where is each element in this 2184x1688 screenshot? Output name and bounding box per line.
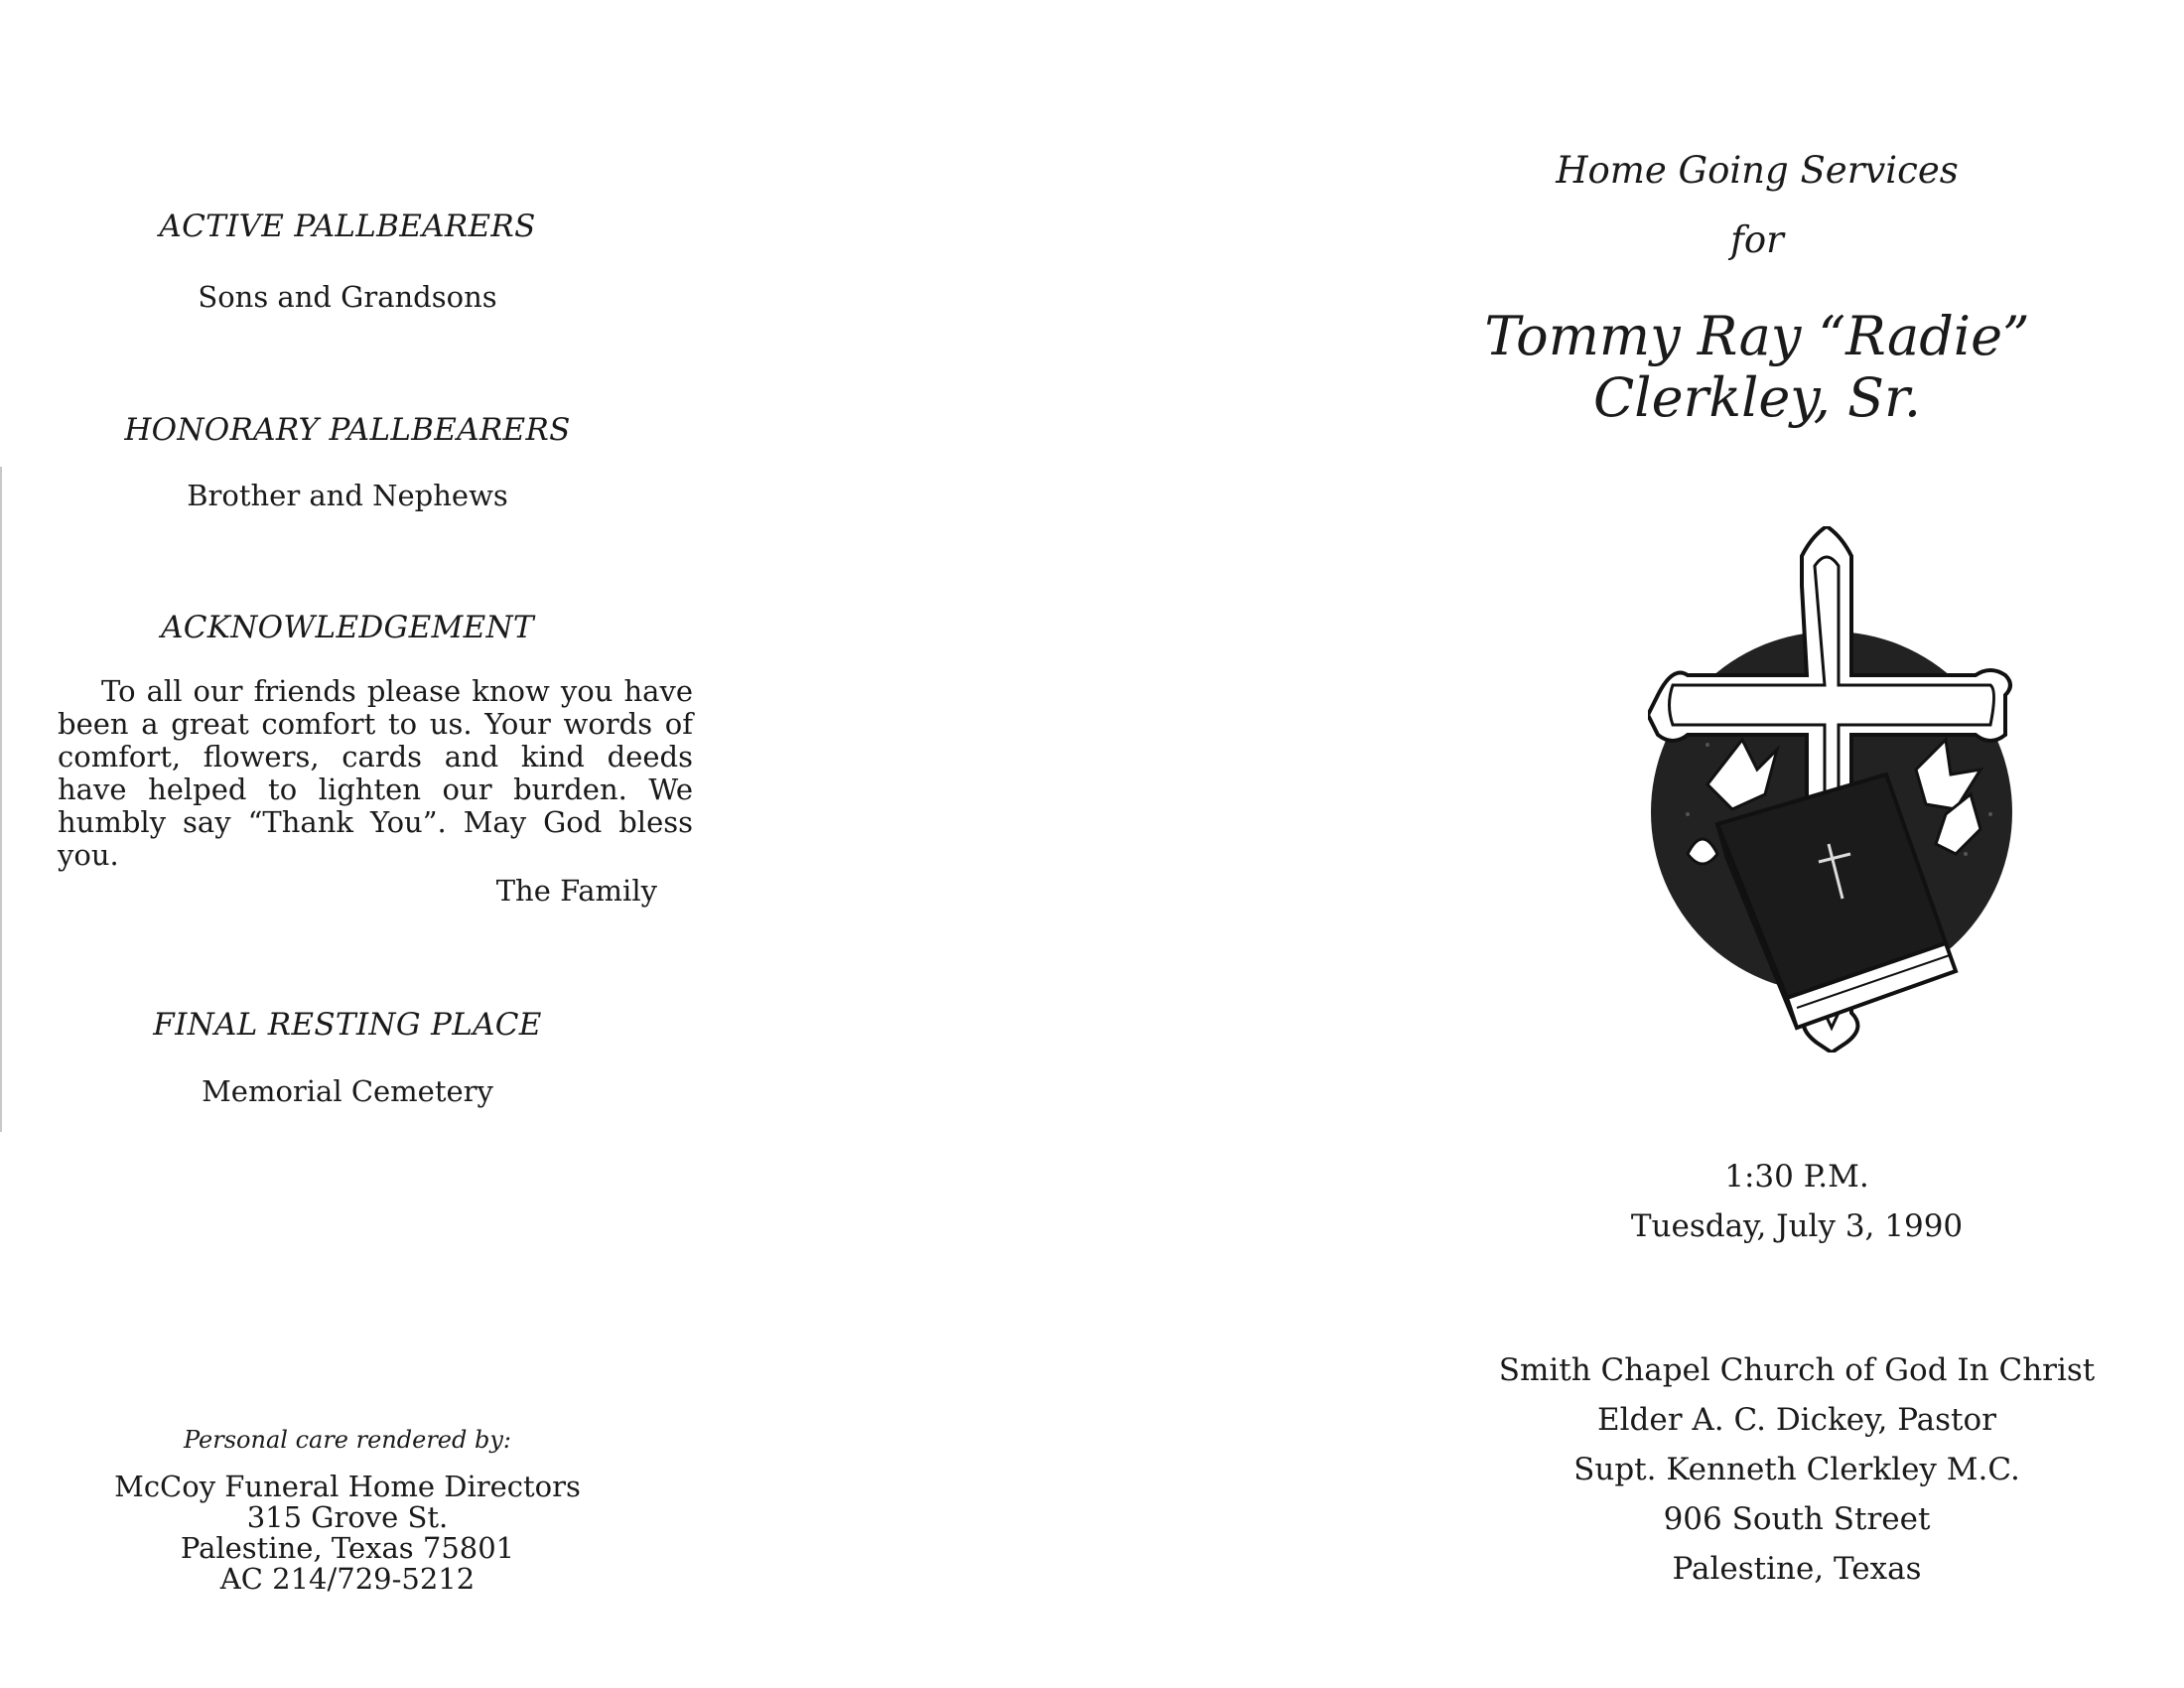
funeral-home-phone: AC 214/729-5212 (219, 1562, 476, 1596)
acknowledgement-body (58, 675, 693, 872)
active-pallbearers-heading: ACTIVE PALLBEARERS (159, 209, 536, 244)
church-name: Smith Chapel Church of God In Christ (1498, 1352, 2096, 1388)
acknowledgement-text: To all our friends please know you have been a great comfort to us. Your words of comfort, flowers, cards and kind deeds have helped to lighten our burden. We humbly say “Thank You”. May God bless you. (58, 674, 693, 872)
funeral-home-block (40, 1472, 655, 1595)
acknowledgement-heading: ACKNOWLEDGEMENT (161, 610, 534, 645)
service-date: Tuesday, July 3, 1990 (1630, 1208, 1964, 1244)
deceased-name (1410, 306, 2105, 429)
cross-bible-lilies-icon (1648, 526, 2025, 1053)
church-city: Palestine, Texas (1672, 1551, 1922, 1587)
final-resting-place-heading: FINAL RESTING PLACE (153, 1007, 542, 1043)
left-panel (40, 0, 693, 1688)
honorary-pallbearers-heading: HONORARY PALLBEARERS (124, 412, 571, 448)
care-label: Personal care rendered by: (183, 1426, 511, 1454)
service-location-block (1449, 1345, 2144, 1594)
funeral-home-city: Palestine, Texas 75801 (180, 1531, 515, 1565)
service-title: Home Going Services (1556, 149, 1959, 192)
final-resting-place-text: Memorial Cemetery (202, 1074, 493, 1108)
service-time-block (1449, 1152, 2144, 1251)
service-title-for: for (1730, 218, 1784, 261)
active-pallbearers-text: Sons and Grandsons (198, 280, 497, 314)
superintendent-name: Supt. Kenneth Clerkley M.C. (1573, 1452, 2020, 1487)
service-time: 1:30 P.M. (1724, 1159, 1869, 1195)
funeral-home-name: McCoy Funeral Home Directors (114, 1470, 581, 1503)
honorary-pallbearers-text: Brother and Nephews (187, 479, 508, 512)
deceased-name-line-1: Tommy Ray “Radie” (1484, 305, 2030, 367)
pastor-name: Elder A. C. Dickey, Pastor (1597, 1402, 1996, 1438)
funeral-home-street: 315 Grove St. (246, 1500, 449, 1534)
church-street: 906 South Street (1663, 1501, 1931, 1537)
acknowledgement-signoff: The Family (495, 874, 657, 908)
deceased-name-line-2: Clerkley, Sr. (1592, 366, 1921, 429)
right-panel (1449, 0, 2144, 1688)
scan-edge-line (0, 467, 2, 1132)
